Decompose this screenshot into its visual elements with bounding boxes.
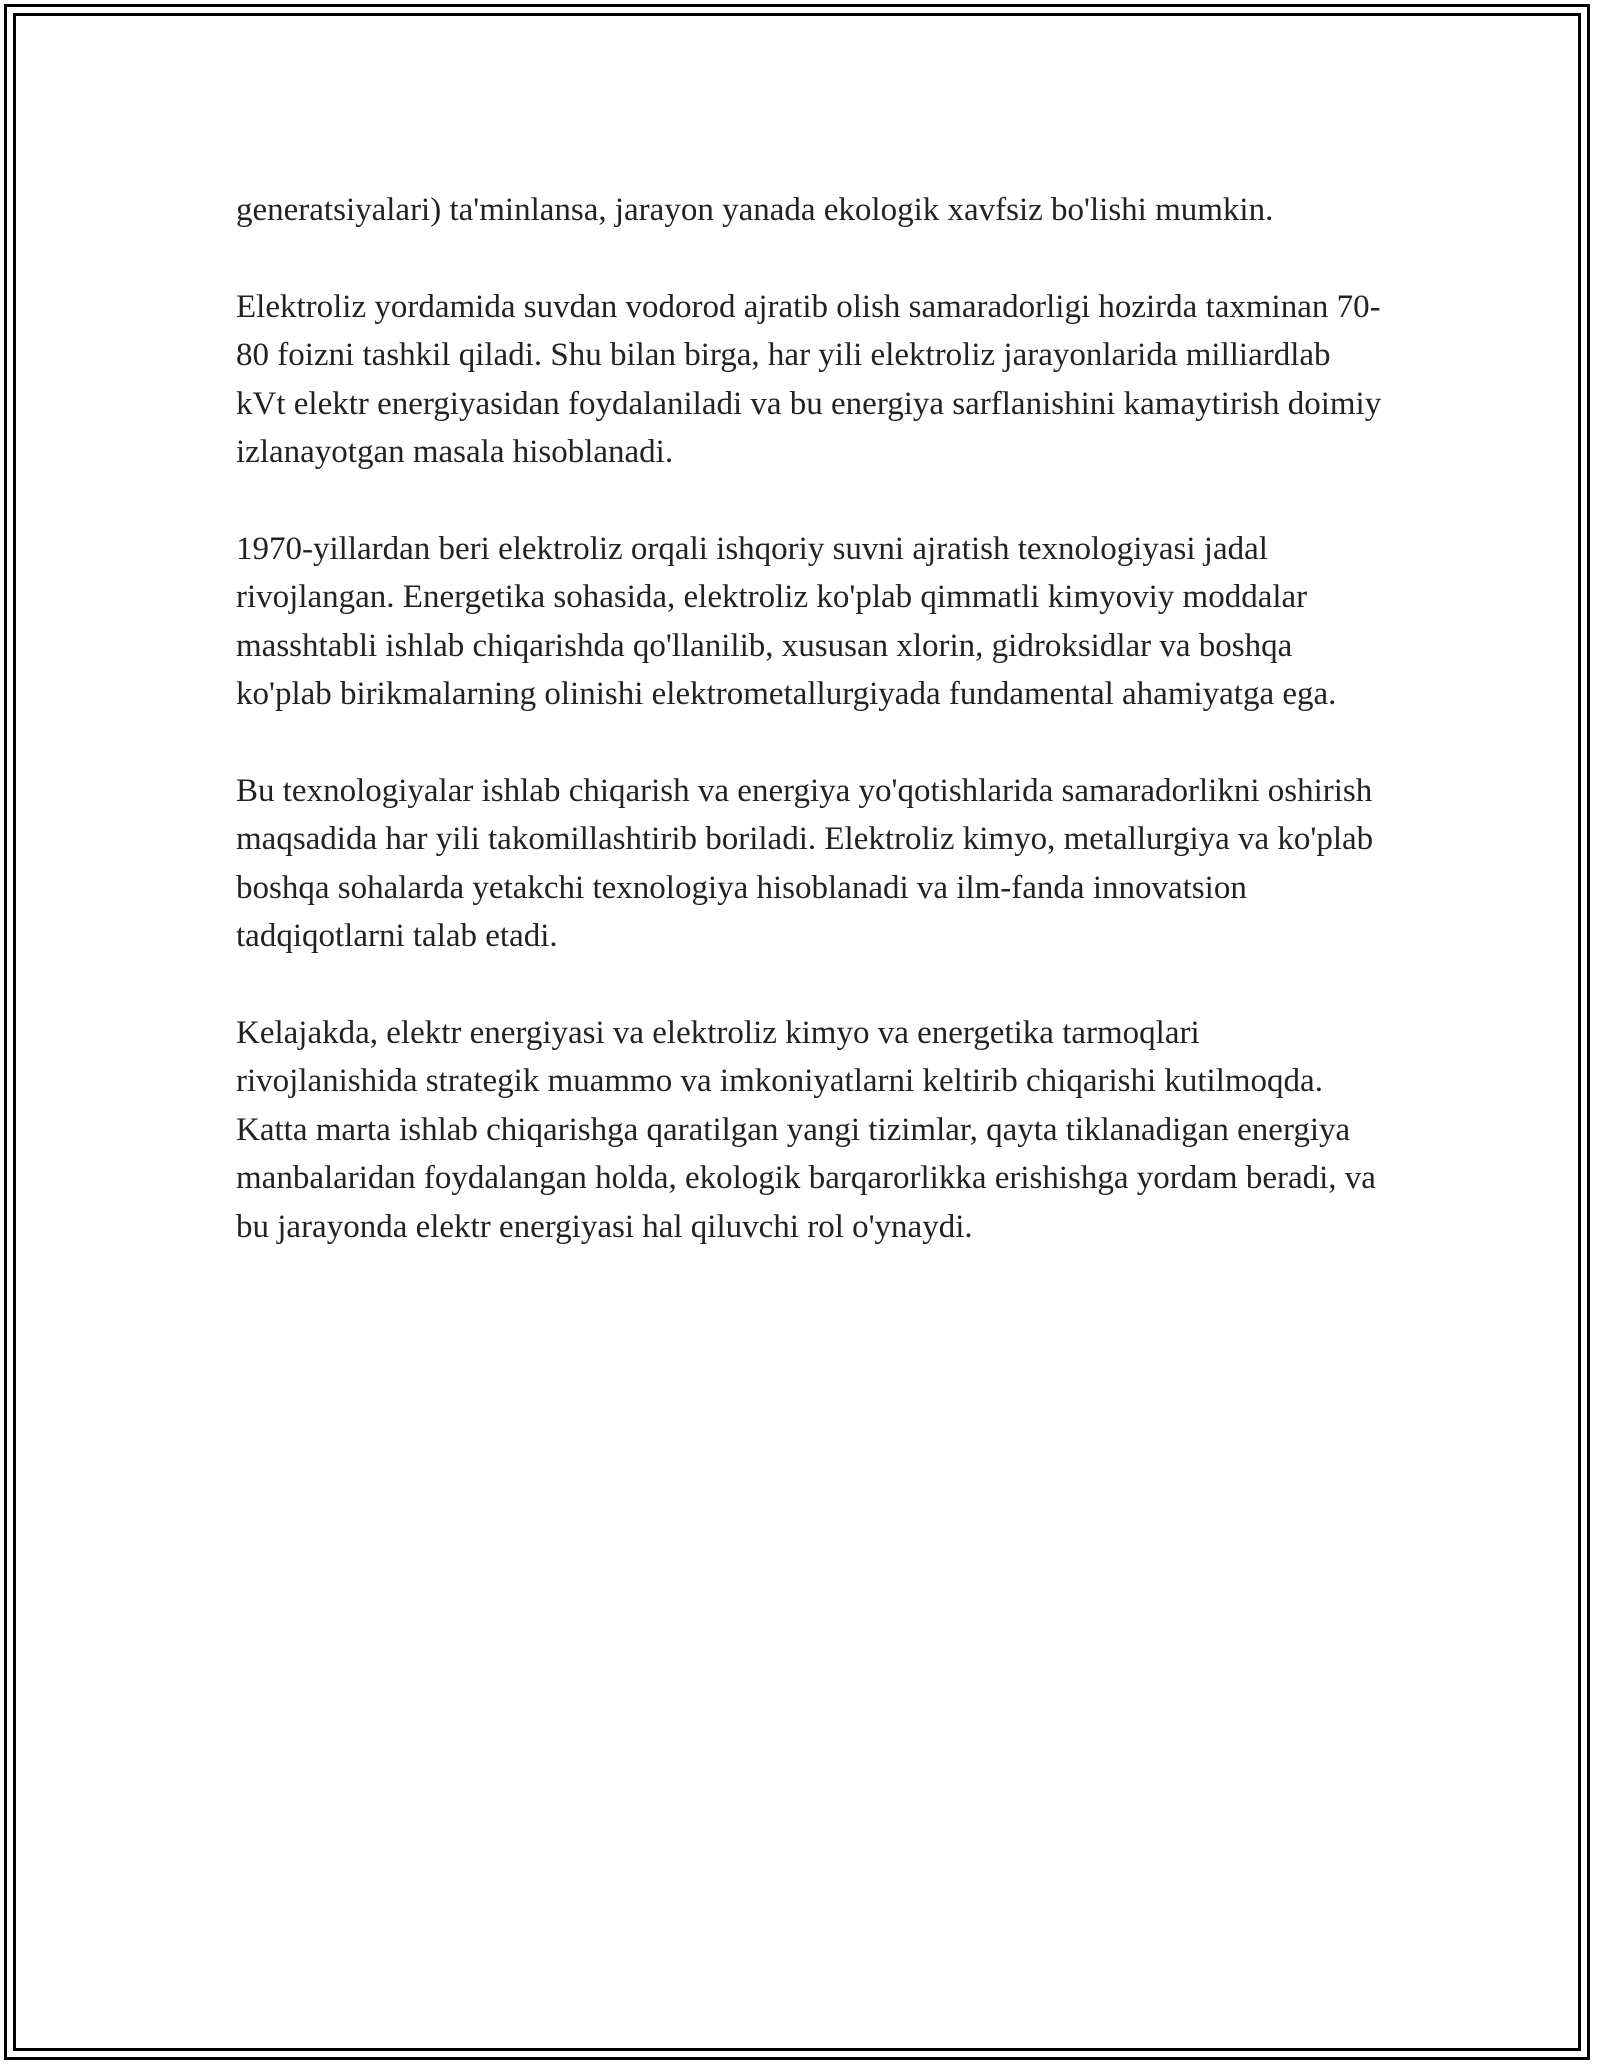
document-body: [236, 186, 1386, 1299]
paragraph-4: Bu texnologiyalar ishlab chiqarish va energiya yo'qotishlarida samaradorlikni oshirish maqsadida har yili takomillashtirib boriladi. Elektroliz kimyo, metallurgiya va ko'plab boshqa sohalarda yetakchi texnologiya hisoblanadi va ilm-fanda innovatsion tadqiqotlarni talab etadi.: [236, 772, 1374, 954]
paragraph-5: Kelajakda, elektr energiyasi va elektroliz kimyo va energetika tarmoqlari rivojlanishida strategik muammo va imkoniyatlarni keltirib chiqarishi kutilmoqda. Katta marta ishlab chiqarishga qaratilgan yangi tizimlar, qayta tiklanadigan energiya manbalaridan foydalangan holda, ekologik barqarorlikka erishishga yordam beradi, va bu jarayonda elektr energiyasi hal qiluvchi rol o'ynaydi.: [236, 1014, 1376, 1245]
paragraph-1: generatsiyalari) ta'minlansa, jarayon yanada ekologik xavfsiz bo'lishi mumkin.: [236, 192, 1274, 228]
paragraph-3: 1970-yillardan beri elektroliz orqali ishqoriy suvni ajratish texnologiyasi jadal rivojlangan. Energetika sohasida, elektroliz ko'plab qimmatli kimyoviy moddalar masshtabli ishlab chiqarishda qo'llanilib, xususan xlorin, gidroksidlar va boshqa ko'plab birikmalarning olinishi elektrometallurgiyada fundamental ahamiyatga ega.: [236, 530, 1337, 712]
paragraph-2: Elektroliz yordamida suvdan vodorod ajratib olish samaradorligi hozirda taxminan 70-80 foizni tashkil qiladi. Shu bilan birga, har yili elektroliz jarayonlarida milliardlab kVt elektr energiyasidan foydalaniladi va bu energiya sarflanishini kamaytirish doimiy izlanayotgan masala hisoblanadi.: [236, 288, 1382, 470]
